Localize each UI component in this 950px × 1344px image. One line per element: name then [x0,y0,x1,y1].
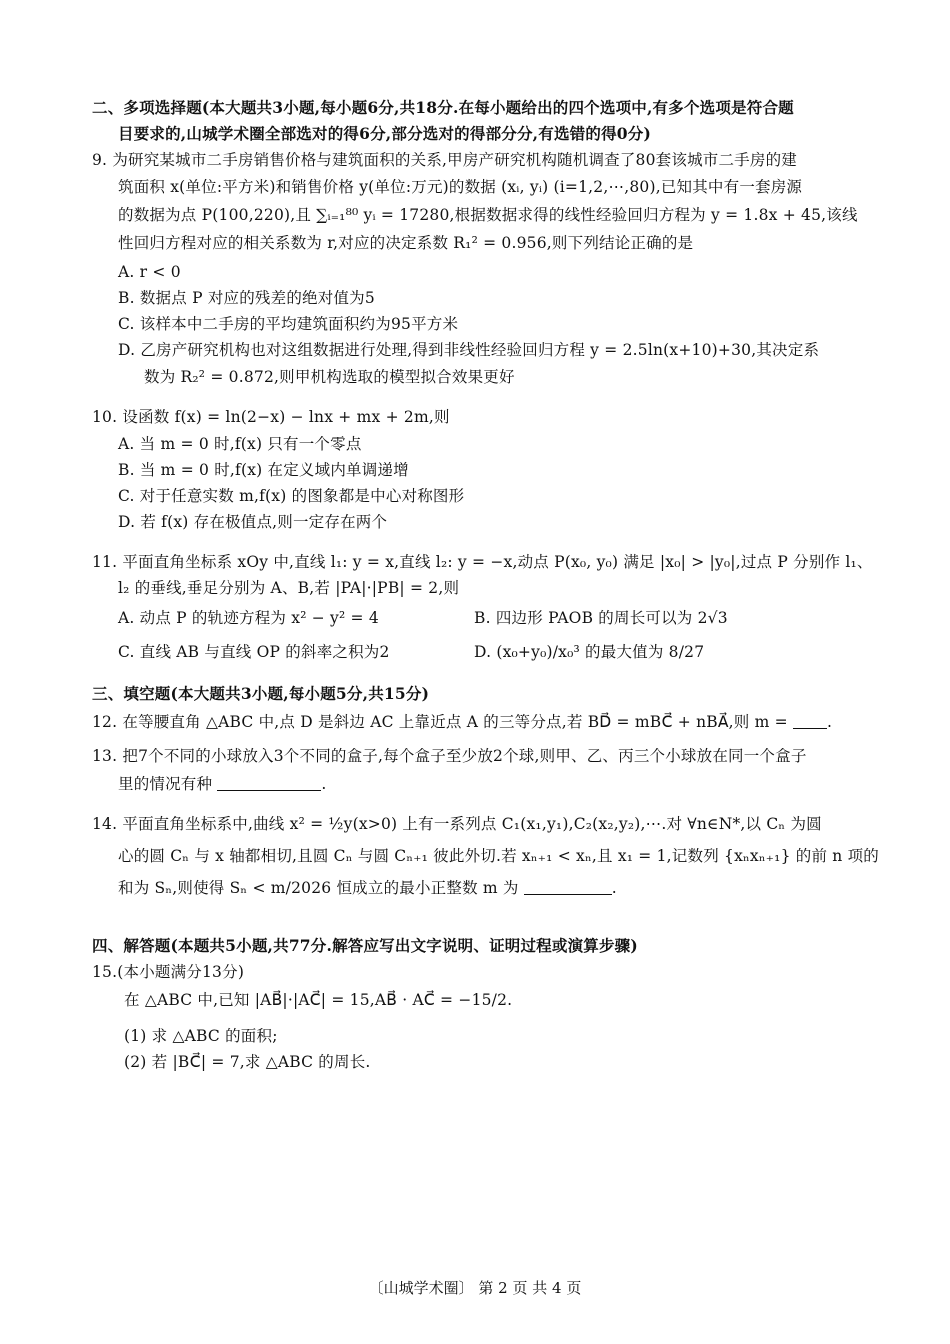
q15-part-1: (1) 求 △ABC 的面积; [124,1027,278,1045]
q14-answer-blank[interactable] [524,880,612,895]
q9-option-d-cont: 数为 R₂² = 0.872,则甲机构选取的模型拟合效果更好 [144,368,515,386]
q14-end: . [611,879,617,897]
q11-option-b: B. 四边形 PAOB 的周长可以为 2√3 [474,609,728,627]
section2-heading: 二、多项选择题(本大题共3小题,每小题6分,共18分.在每小题给出的四个选项中,有多个选项是符合题 [92,98,794,117]
q14-stem-end: 和为 Sₙ,则使得 Sₙ < m/2026 恒成立的最小正整数 m 为 [118,879,519,897]
q11-line-1: 11. 平面直角坐标系 xOy 中,直线 l₁: y = x,直线 l₂: y = −x,动点 P(x₀, y₀) 满足 |x₀| > |y₀|,过点 P 分别作 l₁、 [92,553,873,571]
q9-line-1: 9. 为研究某城市二手房销售价格与建筑面积的关系,甲房产研究机构随机调查了80套该城市二手房的建 [92,151,797,169]
q13-answer-blank[interactable] [217,776,321,791]
q9-line-2: 筑面积 x(单位:平方米)和销售价格 y(单位:万元)的数据 (xᵢ, yᵢ) (i=1,2,⋯,80),已知其中有一套房源 [118,178,803,196]
q10-option-b: B. 当 m = 0 时,f(x) 在定义域内单调递增 [118,461,409,479]
q12-answer-blank[interactable] [793,714,827,729]
q10-option-a: A. 当 m = 0 时,f(x) 只有一个零点 [118,435,362,453]
q12-stem: 12. 在等腰直角 △ABC 中,点 D 是斜边 AC 上靠近点 A 的三等分点,若 BD⃗ = mBC⃗ + nBA⃗,则 m = [92,713,788,731]
q10-stem: 10. 设函数 f(x) = ln(2−x) − lnx + mx + 2m,则 [92,408,450,426]
q9-option-b: B. 数据点 P 对应的残差的绝对值为5 [118,289,375,307]
page-footer: 〔山城学术圈〕 第 2 页 共 4 页 [368,1279,582,1297]
q9-option-d: D. 乙房产研究机构也对这组数据进行处理,得到非线性经验回归方程 y = 2.5ln(x+10)+30,其决定系 [118,341,820,359]
q9-line-3: 的数据为点 P(100,220),且 ∑ᵢ₌₁⁸⁰ yᵢ = 17280,根据数据求得的线性经验回归方程为 y = 1.8x + 45,该线 [118,206,858,224]
q15-title: 15.(本小题满分13分) [92,963,245,981]
q13-line-1: 13. 把7个不同的小球放入3个不同的盒子,每个盒子至少放2个球,则甲、乙、丙三个小球放在同一个盒子 [92,747,807,765]
q9-option-a: A. r < 0 [118,263,181,281]
q13-line-2 [118,774,326,794]
q14-line-3 [118,878,617,898]
section4-heading: 四、解答题(本题共5小题,共77分.解答应写出文字说明、证明过程或演算步骤) [92,936,638,955]
q12-text [92,712,832,732]
q15-stem: 在 △ABC 中,已知 |AB⃗|·|AC⃗| = 15,AB⃗ · AC⃗ = −15/2. [124,991,513,1009]
q12-end: . [827,713,833,731]
q11-option-c: C. 直线 AB 与直线 OP 的斜率之积为2 [118,643,390,661]
section2-heading-cont: 目要求的,山城学术圈全部选对的得6分,部分选对的得部分分,有选错的得0分) [118,124,651,143]
q15-part-2: (2) 若 |BC⃗| = 7,求 △ABC 的周长. [124,1053,371,1071]
q13-stem-end: 里的情况有种 [118,775,213,793]
q14-line-2: 心的圆 Cₙ 与 x 轴都相切,且圆 Cₙ 与圆 Cₙ₊₁ 彼此外切.若 xₙ₊₁ < xₙ,且 x₁ = 1,记数列 {xₙxₙ₊₁} 的前 n 项的 [118,847,880,865]
q13-end: . [321,775,327,793]
q11-line-2: l₂ 的垂线,垂足分别为 A、B,若 |PA|·|PB| = 2,则 [118,579,460,597]
q9-option-c: C. 该样本中二手房的平均建筑面积约为95平方米 [118,315,459,333]
q10-option-c: C. 对于任意实数 m,f(x) 的图象都是中心对称图形 [118,487,465,505]
q11-option-d: D. (x₀+y₀)/x₀³ 的最大值为 8/27 [474,643,705,661]
section3-heading: 三、填空题(本大题共3小题,每小题5分,共15分) [92,684,430,703]
q9-line-4: 性回归方程对应的相关系数为 r,对应的决定系数 R₁² = 0.956,则下列结论正确的是 [118,234,694,252]
q10-option-d: D. 若 f(x) 存在极值点,则一定存在两个 [118,513,388,531]
q14-line-1: 14. 平面直角坐标系中,曲线 x² = ½y(x>0) 上有一系列点 C₁(x₁,y₁),C₂(x₂,y₂),⋯.对 ∀n∈N*,以 Cₙ 为圆 [92,815,822,833]
q11-option-a: A. 动点 P 的轨迹方程为 x² − y² = 4 [118,609,379,627]
